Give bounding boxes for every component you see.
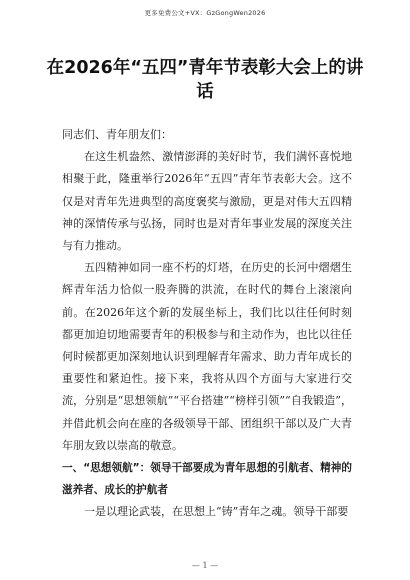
document-title: 在2026年“五四”青年节表彰大会上的讲话: [46, 58, 364, 102]
section-heading: 一、“思想领航”：领导干部要成为青年思想的引航者、精神的滋养者、成长的护航者: [62, 462, 352, 497]
paragraph-3: 一是以理论武装，在思想上“铸”青年之魂。领导干部要: [84, 505, 349, 519]
document-body: [62, 124, 352, 524]
paragraph-1: 在这生机盎然、激情澎湃的美好时节，我们满怀喜悦地相聚于此，隆重举行2026年“五四”青年节表彰大会。这不仅是对青年先进典型的高度褒奖与激励，更是对伟大五四精神的深情传承与弘扬，同时也是对青年事业发展的深度关注与有力推动。: [62, 150, 352, 253]
paragraph-2: 五四精神如同一座不朽的灯塔，在历史的长河中熠熠生辉青年活力恰似一股奔腾的洪流，在时代的舞台上滚滚向前。在2026年这个新的发展坐标上，我们比以往任何时刻都更加迫切地需要青年的积极参与和主动作为，也比以往任何时候都更加深刻地认识到理解青年需求、助力青年成长的重要性和紧迫性。接下来，我将从四个方面与大家进行交流，分别是“思想领航”“平台搭建”“榜样引领”“自我锻造”，并借此机会向在座的各级领导干部、团组织干部以及广大青年朋友致以崇高的敬意。: [62, 261, 352, 452]
page-number: — 1 —: [191, 561, 219, 570]
header-note: 更多免费公文+VX：GzGongWen2026: [144, 9, 266, 17]
salutation: 同志们、青年朋友们：: [62, 128, 172, 141]
